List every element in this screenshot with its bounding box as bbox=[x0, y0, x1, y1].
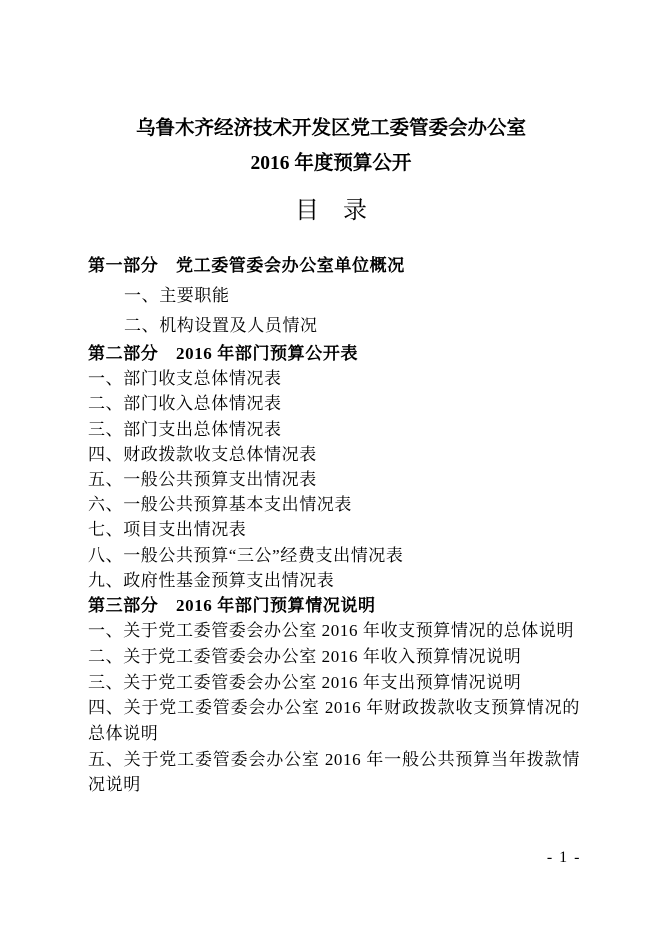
page-number: - 1 - bbox=[546, 849, 581, 866]
toc-item-line: 况说明 bbox=[88, 775, 141, 795]
toc-part-3 bbox=[88, 593, 580, 798]
toc-part-2 bbox=[88, 341, 580, 593]
toc-item: 一、主要职能 bbox=[124, 286, 230, 305]
toc-item: 三、部门支出总体情况表 bbox=[88, 419, 282, 439]
toc-item-line: 四、关于党工委管委会办公室 2016 年财政拨款收支预算情况的 bbox=[88, 698, 580, 718]
toc-part-heading: 第二部分 2016 年部门预算公开表 bbox=[88, 344, 359, 363]
toc-item: 二、机构设置及人员情况 bbox=[124, 316, 318, 335]
toc-part-heading: 第三部分 2016 年部门预算情况说明 bbox=[88, 596, 376, 616]
toc-item: 一、部门收支总体情况表 bbox=[88, 369, 282, 389]
toc-part-1 bbox=[88, 251, 580, 341]
toc-item-line: 五、关于党工委管委会办公室 2016 年一般公共预算当年拨款情 bbox=[88, 749, 580, 769]
toc-item bbox=[88, 670, 580, 696]
toc-item-line: 总体说明 bbox=[88, 724, 159, 744]
toc-item: 七、项目支出情况表 bbox=[88, 520, 247, 540]
toc-item: 二、部门收入总体情况表 bbox=[88, 394, 282, 414]
toc-item bbox=[88, 644, 580, 670]
toc-item bbox=[88, 695, 580, 746]
toc-part-heading: 第一部分 党工委管委会办公室单位概况 bbox=[88, 256, 405, 275]
table-of-contents bbox=[88, 251, 580, 798]
toc-item: 九、政府性基金预算支出情况表 bbox=[88, 570, 335, 590]
toc-item bbox=[88, 747, 580, 798]
toc-item bbox=[88, 618, 580, 644]
document-title-line-2: 2016 年度预算公开 bbox=[250, 153, 412, 174]
toc-heading: 目 录 bbox=[295, 196, 367, 224]
toc-item: 八、一般公共预算“三公”经费支出情况表 bbox=[88, 545, 404, 565]
toc-item: 五、一般公共预算支出情况表 bbox=[88, 470, 317, 490]
toc-item-line: 三、关于党工委管委会办公室 2016 年支出预算情况说明 bbox=[88, 672, 522, 692]
toc-item-line: 一、关于党工委管委会办公室 2016 年收支预算情况的总体说明 bbox=[88, 621, 575, 641]
toc-item-line: 二、关于党工委管委会办公室 2016 年收入预算情况说明 bbox=[88, 646, 522, 666]
document-title-line-1: 乌鲁木齐经济技术开发区党工委管委会办公室 bbox=[135, 118, 526, 139]
toc-item: 四、财政拨款收支总体情况表 bbox=[88, 444, 317, 464]
toc-item: 六、一般公共预算基本支出情况表 bbox=[88, 495, 352, 515]
